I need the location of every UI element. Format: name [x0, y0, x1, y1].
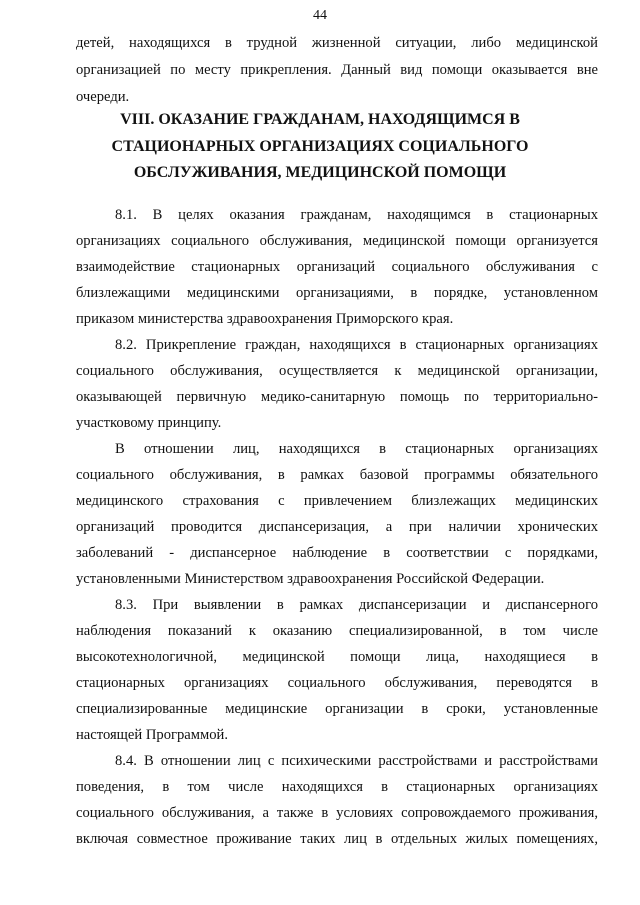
- paragraph-line: социального обслуживания, в рамках базовой программы обязательного: [76, 467, 598, 483]
- paragraph-8-2-line: социального обслуживания, осуществляется к медицинской организации,: [76, 363, 598, 379]
- paragraph-8-3-line: наблюдения показаний к оказанию специализированной, в том числе: [76, 623, 598, 639]
- text-line: очереди.: [76, 89, 130, 105]
- paragraph-8-1-line: организациях социального обслуживания, медицинской помощи организуется: [76, 233, 598, 249]
- text-line: детей, находящихся в трудной жизненной ситуации, либо медицинской: [76, 35, 598, 51]
- paragraph-8-3-line: настоящей Программой.: [76, 727, 228, 743]
- paragraph-line: медицинского страхования с привлечением близлежащих медицинских: [76, 493, 598, 509]
- paragraph-8-3-line: 8.3. При выявлении в рамках диспансеризации и диспансерного: [115, 597, 598, 613]
- paragraph-8-1-line: 8.1. В целях оказания гражданам, находящимся в стационарных: [115, 207, 598, 223]
- paragraph-8-3-line: высокотехнологичной, медицинской помощи лица, находящиеся в: [76, 649, 598, 665]
- section-heading-line: VIII. ОКАЗАНИЕ ГРАЖДАНАМ, НАХОДЯЩИМСЯ В: [120, 111, 520, 128]
- paragraph-8-4-line: включая совместное проживание таких лиц в отдельных жилых помещениях,: [76, 831, 598, 847]
- section-heading-line: ОБСЛУЖИВАНИЯ, МЕДИЦИНСКОЙ ПОМОЩИ: [133, 164, 507, 181]
- paragraph-8-4-line: поведения, в том числе находящихся в стационарных организациях: [76, 779, 598, 795]
- paragraph-8-3-line: стационарных организациях социального обслуживания, переводятся в: [76, 675, 598, 691]
- paragraph-8-1-line: взаимодействие стационарных организаций социального обслуживания с: [76, 259, 598, 275]
- paragraph-line: заболеваний - диспансерное наблюдение в соответствии с порядками,: [76, 545, 598, 561]
- paragraph-line: В отношении лиц, находящихся в стационарных организациях: [115, 441, 598, 457]
- paragraph-line: организаций проводится диспансеризация, а при наличии хронических: [76, 519, 598, 535]
- paragraph-8-2-line: оказывающей первичную медико-санитарную помощь по территориально-: [76, 389, 598, 405]
- paragraph-line: установленными Министерством здравоохранения Российской Федерации.: [76, 571, 545, 587]
- paragraph-8-4-line: 8.4. В отношении лиц с психическими расстройствами и расстройствами: [115, 753, 598, 769]
- paragraph-8-3-line: специализированные медицинские организации в сроки, установленные: [76, 701, 598, 717]
- paragraph-8-2-line: участковому принципу.: [76, 415, 222, 431]
- page-number: 44: [313, 8, 327, 23]
- paragraph-8-1-line: приказом министерства здравоохранения Приморского края.: [76, 311, 454, 327]
- text-line: организацией по месту прикрепления. Данный вид помощи оказывается вне: [76, 62, 598, 78]
- paragraph-8-4-line: социального обслуживания, а также в условиях сопровождаемого проживания,: [76, 805, 598, 821]
- paragraph-8-1-line: близлежащими медицинскими организациями, в порядке, установленном: [76, 285, 598, 301]
- paragraph-8-2-line: 8.2. Прикрепление граждан, находящихся в стационарных организациях: [115, 337, 598, 353]
- section-heading-line: СТАЦИОНАРНЫХ ОРГАНИЗАЦИЯХ СОЦИАЛЬНОГО: [111, 138, 529, 155]
